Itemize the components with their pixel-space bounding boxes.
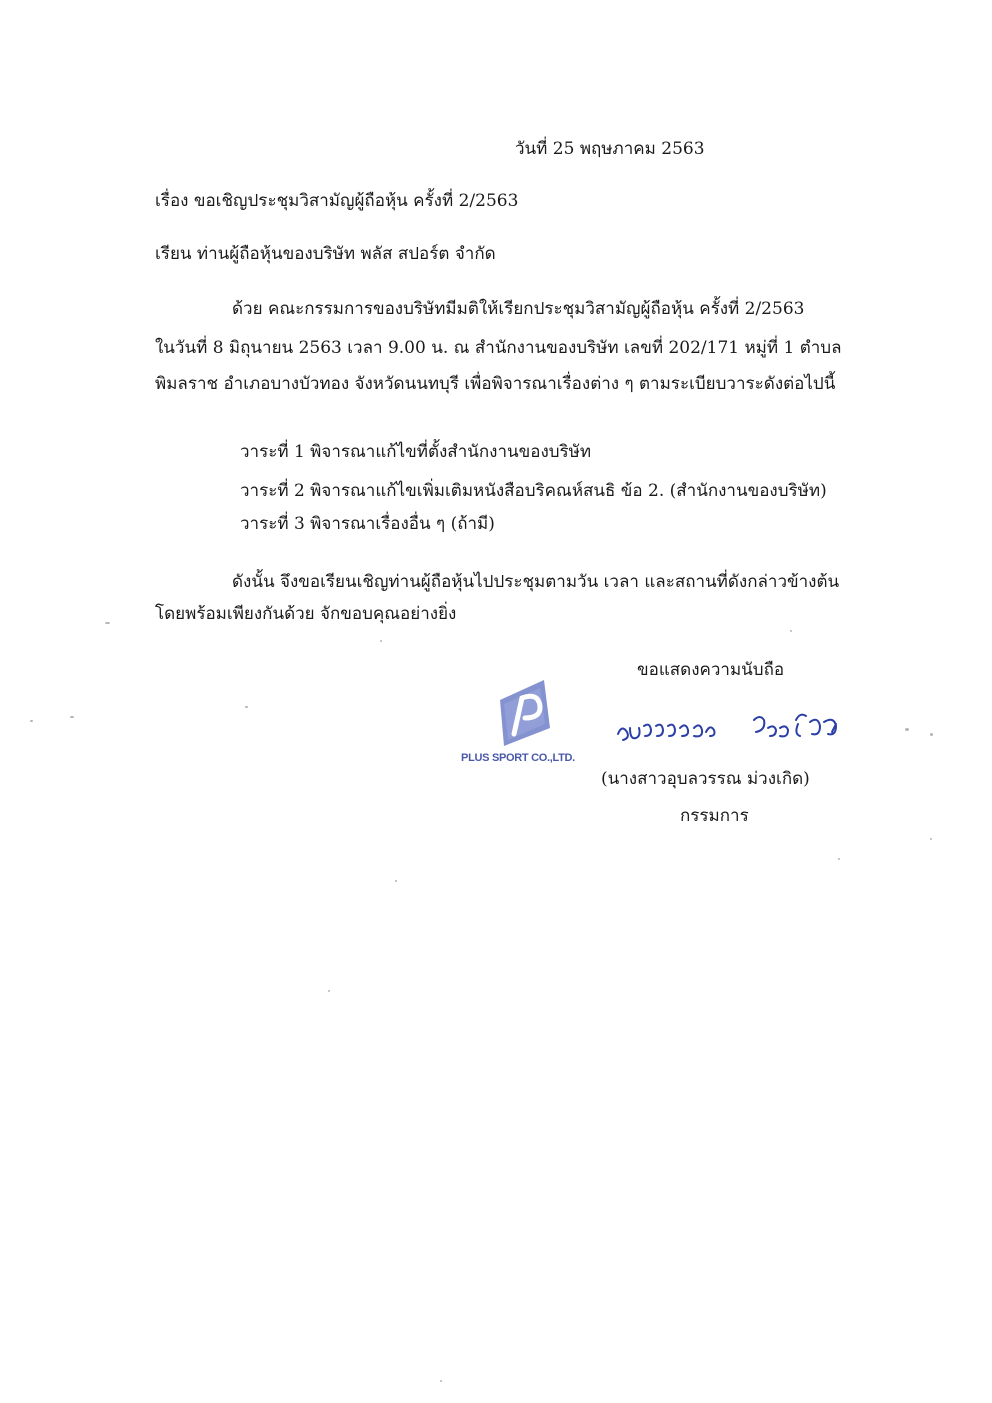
scan-speck: [30, 720, 33, 722]
agenda-item-2: วาระที่ 2 พิจารณาแก้ไขเพิ่มเติมหนังสือบริคณห์สนธิ ข้อ 2. (สำนักงานของบริษัท): [240, 481, 827, 501]
stamp-text: PLUS SPORT CO.,LTD.: [461, 752, 575, 764]
signatory-title: กรรมการ: [680, 806, 749, 826]
scan-speck: [930, 733, 933, 736]
signatory-name: (นางสาวอุบลวรรณ ม่วงเกิด): [601, 769, 810, 789]
scan-speck: [395, 880, 397, 882]
scan-speck: [105, 622, 110, 624]
scan-speck: [328, 990, 330, 992]
scan-speck: [440, 1380, 442, 1382]
signature-graphic: [612, 704, 852, 754]
scan-speck: [838, 858, 840, 860]
body-paragraph-line-2: ในวันที่ 8 มิถุนายน 2563 เวลา 9.00 น. ณ สำนักงานของบริษัท เลขที่ 202/171 หมู่ที่ 1 ตำบล: [155, 338, 842, 358]
scan-speck: [245, 706, 248, 708]
scan-speck: [905, 728, 909, 731]
date-line: วันที่ 25 พฤษภาคม 2563: [515, 139, 705, 159]
agenda-item-3: วาระที่ 3 พิจารณาเรื่องอื่น ๆ (ถ้ามี): [240, 514, 495, 534]
agenda-item-1: วาระที่ 1 พิจารณาแก้ไขที่ตั้งสำนักงานของบริษัท: [240, 442, 592, 462]
signature: [612, 704, 852, 754]
scan-speck: [70, 716, 74, 718]
subject-line: เรื่อง ขอเชิญประชุมวิสามัญผู้ถือหุ้น ครั้งที่ 2/2563: [155, 191, 519, 211]
body-paragraph-line-1: ด้วย คณะกรรมการของบริษัทมีมติให้เรียกประชุมวิสามัญผู้ถือหุ้น ครั้งที่ 2/2563: [232, 299, 805, 319]
body-paragraph-line-3: พิมลราช อำเภอบางบัวทอง จังหวัดนนทบุรี เพื่อพิจารณาเรื่องต่าง ๆ ตามระเบียบวาระดังต่อไปนี้: [155, 374, 836, 394]
scan-speck: [790, 630, 792, 632]
scan-speck: [930, 838, 932, 840]
closing-line: ขอแสดงความนับถือ: [637, 660, 785, 680]
scan-speck: [380, 640, 382, 642]
conclusion-line-1: ดังนั้น จึงขอเรียนเชิญท่านผู้ถือหุ้นไปประชุมตามวัน เวลา และสถานที่ดังกล่าวข้างต้น: [232, 572, 840, 592]
company-logo-icon: [448, 676, 588, 752]
conclusion-line-2: โดยพร้อมเพียงกันด้วย จักขอบคุณอย่างยิ่ง: [155, 604, 457, 624]
salutation-line: เรียน ท่านผู้ถือหุ้นของบริษัท พลัส สปอร์ต จำกัด: [155, 244, 496, 264]
company-stamp: [448, 676, 588, 776]
